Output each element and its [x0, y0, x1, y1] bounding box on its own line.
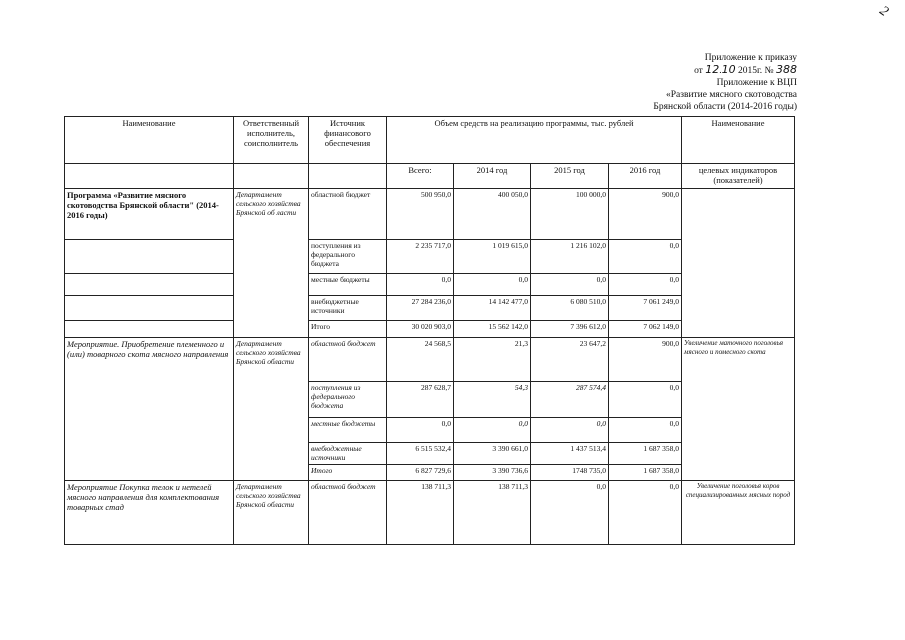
handwritten-order-number: 388	[776, 63, 797, 76]
header-2016: 2016 год	[609, 164, 682, 189]
table-row: местные бюджеты 0,0 0,0 0,0 0,0	[65, 418, 795, 443]
header-name: Наименование	[65, 117, 234, 164]
measure1-indicator: Увеличение маточного поголовья мясного и помесного скота	[682, 338, 795, 481]
handwritten-page-mark: 2	[876, 3, 891, 20]
table-row: местные бюджеты 0,0 0,0 0,0 0,0	[65, 274, 795, 296]
table-row: Мероприятие Покупка телок и нетелей мясного направления для комплектования товарных стад Департамент сельского хозяйства Брянской области областной бюджет 138 711,3 138 711,3 0,0 0,0 Увеличение поголовья коров специализированных мясных пород	[65, 481, 795, 545]
header-2015: 2015 год	[531, 164, 609, 189]
table-row: поступления из федерального бюджета 287 628,7 54,3 287 574,4 0,0	[65, 382, 795, 418]
header-number-sign: №	[764, 66, 774, 76]
program-funding-table	[64, 116, 795, 545]
table-row: Мероприятие. Приобретение племенного и (или) товарного скота мясного направления Департамент сельского хозяйства Брянской области областной бюджет 24 568,5 21,3 23 647,2 900,0 Увеличение маточного поголовья мясного и помесного скота	[65, 338, 795, 382]
measure2-indicator: Увеличение поголовья коров специализированных мясных пород	[682, 481, 795, 545]
table-row: внебюджетные источники 6 515 532,4 3 390 661,0 1 437 513,4 1 687 358,0	[65, 443, 795, 465]
table-row: Программа «Развитие мясного скотоводства Брянской области" (2014-2016 годы) Департамент сельского хозяйства Брянской об ласти областной бюджет 500 950,0 400 050,0 100 000,0 900,0	[65, 189, 795, 240]
header-source: Источник финансового обеспечения	[309, 117, 387, 164]
handwritten-day: 12	[705, 63, 720, 76]
header-line-4: «Развитие мясного скотоводства	[665, 90, 797, 100]
header-indicator-sub: целевых индикаторов (показателей)	[682, 164, 795, 189]
header-total: Всего:	[387, 164, 454, 189]
header-line-1: Приложение к приказу	[704, 53, 797, 63]
header-row-1	[65, 117, 795, 164]
measure2-responsible: Департамент сельского хозяйства Брянской области	[234, 481, 309, 545]
handwritten-month: 10	[721, 63, 736, 76]
header-responsible: Ответственный исполнитель, соисполнитель	[234, 117, 309, 164]
document-header	[653, 52, 797, 113]
header-order-date: от 12.10 2015г. № 388	[694, 63, 797, 76]
measure1-name: Мероприятие. Приобретение племенного и (или) товарного скота мясного направления	[65, 338, 234, 481]
header-indicator: Наименование	[682, 117, 795, 164]
header-line-3: Приложение к ВЦП	[716, 78, 797, 88]
header-row-2	[65, 164, 795, 189]
program-responsible: Департамент сельского хозяйства Брянской об ласти	[234, 189, 309, 338]
table-row: Итого 30 020 903,0 15 562 142,0 7 396 612,0 7 062 149,0	[65, 321, 795, 338]
header-ot: от	[694, 66, 703, 76]
header-year: 2015г.	[737, 66, 763, 76]
program-name: Программа «Развитие мясного скотоводства Брянской области" (2014-2016 годы)	[65, 189, 234, 240]
header-line-5: Брянской области (2014-2016 годы)	[653, 102, 797, 112]
header-2014: 2014 год	[454, 164, 531, 189]
measure2-name: Мероприятие Покупка телок и нетелей мясного направления для комплектования товарных стад	[65, 481, 234, 545]
table-row: Итого 6 827 729,6 3 390 736,6 1748 735,0 1 687 358,0	[65, 465, 795, 481]
table-row: внебюджетные источники 27 284 236,0 14 142 477,0 6 080 510,0 7 061 249,0	[65, 296, 795, 321]
header-volume: Объем средств на реализацию программы, тыс. рублей	[387, 117, 682, 164]
table-row: поступления из федерального бюджета 2 235 717,0 1 019 615,0 1 216 102,0 0,0	[65, 240, 795, 274]
measure1-responsible: Департамент сельского хозяйства Брянской области	[234, 338, 309, 481]
